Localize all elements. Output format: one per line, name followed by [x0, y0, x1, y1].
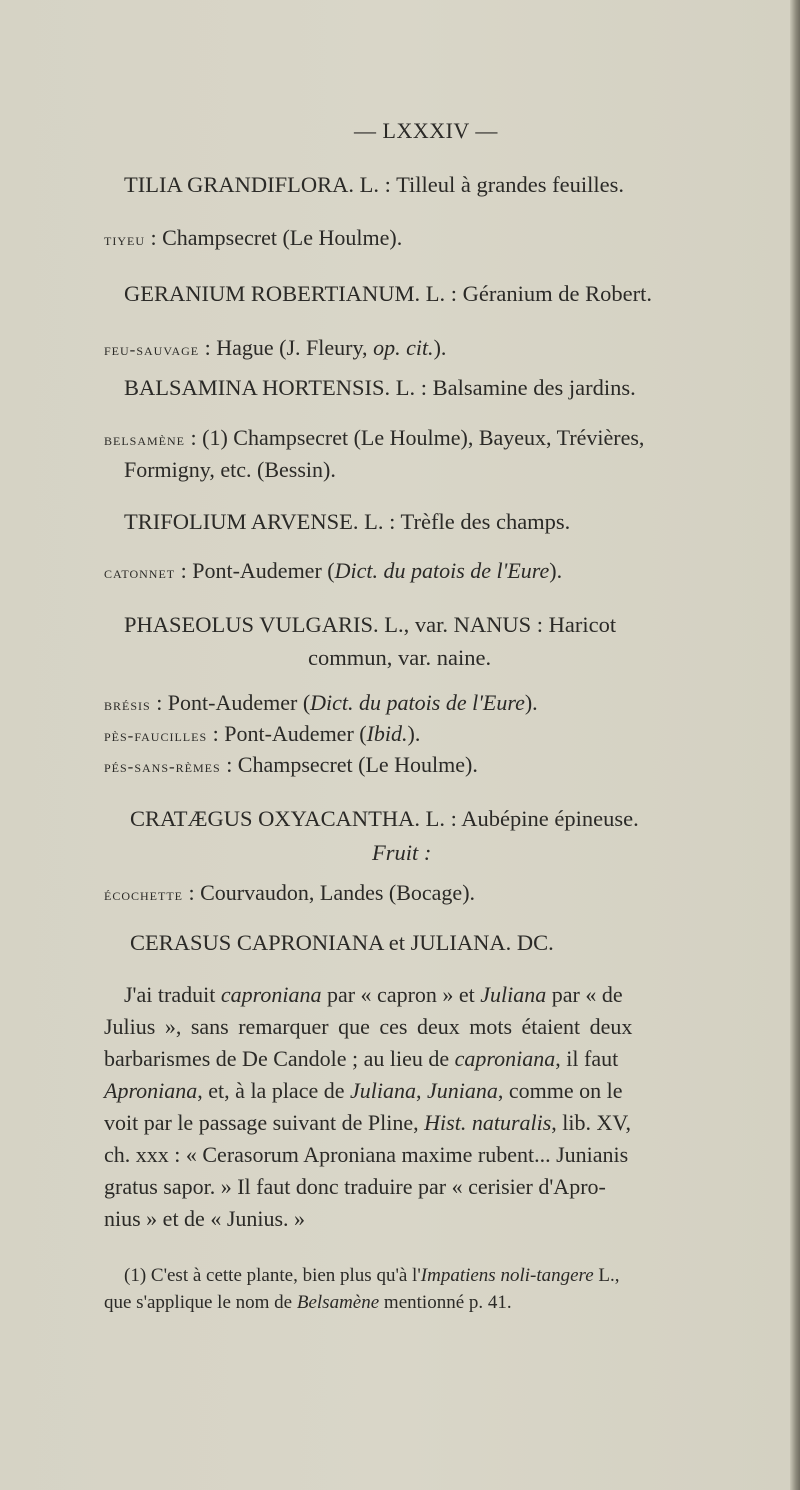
entry-latin-geranium: GERANIUM ROBERTIANUM. L. : Géranium de Robert. — [124, 281, 652, 306]
entry-latin-phaseolus: PHASEOLUS VULGARIS. L., var. NANUS : Haricot — [124, 612, 617, 637]
text-italic: caproniana — [220, 982, 322, 1007]
dialect-term: écochette — [104, 885, 183, 904]
paragraph-line-6: ch. xxx : « Cerasorum Aproniana maxime rubent... Junianis — [104, 1142, 629, 1167]
entry-latin-crataegus: CRATÆGUS OXYACANTHA. L. : Aubépine épineuse. — [130, 806, 639, 831]
dialect-form-ecochette — [104, 880, 475, 906]
page-edge — [790, 0, 800, 1490]
text: , comme on le — [497, 1078, 623, 1103]
footnote-line-2 — [104, 1292, 512, 1314]
text-italic: Juliana — [350, 1078, 416, 1103]
dialect-location: : Courvaudon, Landes (Bocage). — [183, 880, 476, 905]
text: J'ai traduit — [124, 982, 221, 1007]
dialect-form-bresis — [104, 690, 538, 716]
entry-latin-trifolium: TRIFOLIUM ARVENSE. L. : Trèfle des champs. — [124, 509, 571, 534]
text: (1) C'est à cette plante, bien plus qu'à l' — [124, 1265, 421, 1286]
entry-latin-phaseolus-cont: commun, var. naine. — [308, 645, 492, 670]
dialect-term: pés-sans-rèmes — [104, 757, 221, 776]
text: par « de — [546, 982, 623, 1007]
dialect-form-pes-faucilles — [104, 721, 420, 747]
dialect-term: belsamène — [104, 430, 185, 449]
dialect-location-end: ). — [433, 335, 447, 360]
text-italic: Juliana — [480, 982, 547, 1007]
dialect-location-end: ). — [549, 558, 563, 583]
text: par « capron » et — [321, 982, 481, 1007]
dialect-form-feu-sauvage — [104, 335, 446, 361]
dialect-location-italic: op. cit. — [373, 335, 434, 360]
paragraph-line-7: gratus sapor. » Il faut donc traduire par « cerisier d'Apro- — [104, 1174, 606, 1199]
entry-subheading-fruit — [372, 840, 431, 866]
dialect-location: : Pont-Audemer ( — [150, 690, 311, 715]
dialect-term: pès-faucilles — [104, 726, 208, 745]
text: mentionné p. 41. — [379, 1292, 512, 1313]
paragraph-line-5 — [104, 1110, 631, 1136]
text: voit par le passage suivant de Pline, — [104, 1110, 425, 1135]
text-italic: Aproniana — [104, 1078, 198, 1103]
dialect-location: : Pont-Audemer ( — [175, 558, 335, 583]
dialect-location: : Pont-Audemer ( — [207, 721, 367, 746]
entry-latin-tilia: TILIA GRANDIFLORA. L. : Tilleul à grandes feuilles. — [124, 172, 624, 197]
text: , — [416, 1078, 427, 1103]
dialect-location: : Hague (J. Fleury, — [199, 335, 374, 360]
entry-latin-cerasus: CERASUS CAPRONIANA et JULIANA. DC. — [130, 930, 554, 955]
text-italic: Hist. naturalis — [424, 1110, 552, 1135]
dialect-term: tiyeu — [104, 230, 145, 249]
text: que s'applique le nom de — [104, 1292, 297, 1313]
text-italic: Belsamène — [296, 1292, 380, 1313]
text-italic: caproniana — [454, 1046, 556, 1071]
text-italic: Impatiens noli-tangere — [420, 1265, 594, 1286]
dialect-location-end: ). — [407, 721, 421, 746]
fruit-label: Fruit : — [372, 840, 432, 865]
paragraph-line-4 — [104, 1078, 623, 1104]
dialect-term: brésis — [104, 695, 151, 714]
text: , il faut — [555, 1046, 619, 1071]
paragraph-line-1 — [104, 982, 764, 1008]
paragraph-line-2: Julius », sans remarquer que ces deux mots étaient deux — [104, 1014, 633, 1039]
dialect-location-cont: Formigny, etc. (Bessin). — [124, 457, 336, 482]
dialect-location: : Champsecret (Le Houlme). — [145, 225, 403, 250]
dialect-location-end: ). — [524, 690, 538, 715]
dialect-form-tiyeu — [104, 225, 402, 251]
text: L., — [593, 1265, 620, 1286]
dialect-term: feu-sauvage — [104, 340, 200, 359]
entry-latin-balsamina: BALSAMINA HORTENSIS. L. : Balsamine des jardins. — [124, 375, 636, 400]
dialect-location-italic: Dict. du patois de l'Eure — [334, 558, 550, 583]
dialect-term: catonnet — [104, 563, 176, 582]
paragraph-line-8: nius » et de « Junius. » — [104, 1206, 306, 1231]
text-italic: Juniana — [427, 1078, 498, 1103]
dialect-location: : (1) Champsecret (Le Houlme), Bayeux, Trévières, — [185, 425, 645, 450]
text: barbarismes de De Candole ; au lieu de — [104, 1046, 455, 1071]
text: , lib. XV, — [551, 1110, 631, 1135]
dialect-form-catonnet — [104, 558, 562, 584]
dialect-form-pes-sans-remes — [104, 752, 478, 778]
dialect-form-belsamene — [104, 425, 644, 451]
footnote-line-1 — [124, 1265, 620, 1287]
dialect-location: : Champsecret (Le Houlme). — [220, 752, 478, 777]
text: , et, à la place de — [197, 1078, 350, 1103]
dialect-location-italic: Dict. du patois de l'Eure — [310, 690, 525, 715]
paragraph-line-3 — [104, 1046, 618, 1072]
dialect-location-italic: Ibid. — [366, 721, 408, 746]
page-number: — LXXXIV — — [354, 118, 498, 143]
